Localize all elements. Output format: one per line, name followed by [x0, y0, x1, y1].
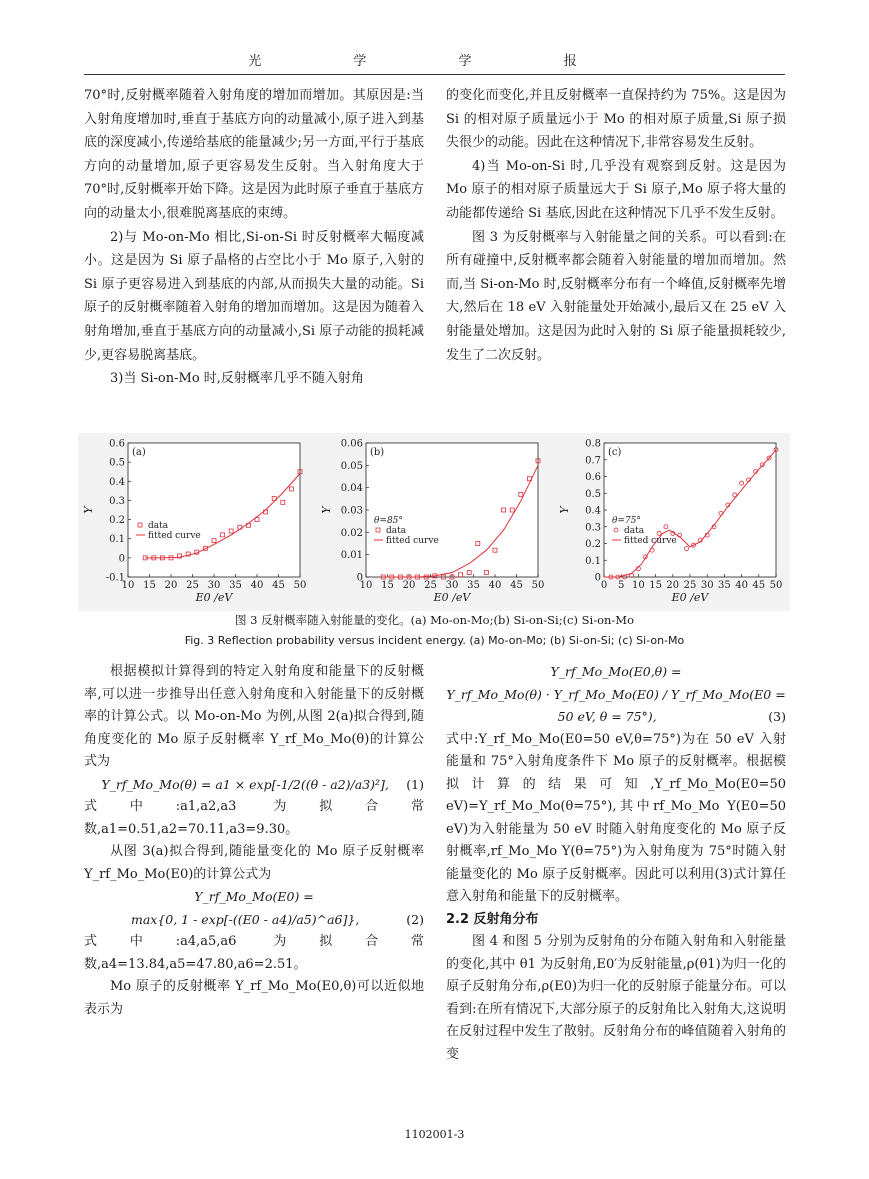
- equation-number: (1): [406, 776, 424, 792]
- x-tick-label: 15: [381, 580, 394, 591]
- journal-name: 光 学 学 报: [248, 54, 621, 69]
- y-tick-label: 0.03: [340, 505, 363, 517]
- legend-label: fitted curve: [386, 536, 439, 546]
- y-tick-label: 0.6: [109, 438, 125, 450]
- x-tick-label: 45: [510, 580, 523, 591]
- right-column-bottom: [446, 661, 786, 1066]
- y-tick-label: 0.7: [585, 455, 601, 467]
- x-tick-label: 20: [402, 580, 416, 591]
- equation-2a: Y_rf_Mo_Mo(E0) =: [194, 889, 314, 904]
- figure-3: [78, 433, 790, 611]
- page-number: 1102001-3: [404, 1128, 465, 1141]
- y-axis-label: Y: [320, 506, 333, 514]
- paragraph: 2)与 Mo-on-Mo 相比,Si-on-Si 时反射概率大幅度减小。这是因为 Si 原子晶格的占空比小于 Mo 原子,入射的 Si 原子更容易进入到基底的内部,从而损失大量的动能。Si 原子的反射概率随着入射角的增加而增加。这是因为随着入射角增加,垂直于基底方向的动量减小,Si 原子动能的损耗减少,更容易脱离基底。: [84, 229, 424, 363]
- section-heading: 2.2 反射角分布: [446, 911, 539, 927]
- paragraph: 图 3 为反射概率与入射能量之间的关系。可以看到:在所有碰撞中,反射概率都会随着入射能量的增加而增加。然而,当 Si-on-Mo 时,反射概率分布有一个峰值,反射概率先增大,然后在 18 eV 入射能量处开始减小,最后又在 25 eV 入射能量处增加。这是因为此时入射的 Si 原子能量损耗较少,发生了二次反射。: [446, 229, 786, 363]
- annotation: θ=75°: [612, 516, 641, 526]
- equation-3b: [446, 684, 786, 729]
- y-tick-label: 0.04: [340, 483, 363, 495]
- y-tick-label: 0.01: [340, 550, 363, 562]
- paragraph: Mo 原子的反射概率 Y_rf_Mo_Mo(E0,θ)可以近似地表示为: [84, 979, 424, 1017]
- equation-1: [84, 774, 424, 797]
- chart-panel-b: [316, 433, 552, 611]
- equation-number: (3): [768, 709, 786, 724]
- y-tick-label: 0.6: [585, 472, 601, 483]
- x-axis-label: E0 /eV: [195, 591, 233, 604]
- x-tick-label: 30: [700, 580, 714, 591]
- legend-label: data: [148, 521, 169, 531]
- x-tick-label: 40: [735, 580, 748, 591]
- y-tick-label: 0.02: [340, 527, 363, 539]
- x-tick-label: 15: [649, 580, 662, 591]
- x-tick-label: 30: [445, 580, 459, 591]
- x-tick-label: 15: [143, 580, 156, 591]
- panel-label: (a): [132, 447, 146, 458]
- paragraph: 的变化而变化,并且反射概率一直保持约为 75%。这是因为 Si 的相对原子质量远小于 Mo 的相对原子质量,Si 原子损失很少的动能。因此在这种情况下,非常容易发生反射。: [446, 88, 786, 151]
- right-column-top: [446, 84, 786, 367]
- y-tick-label: 0.1: [109, 534, 125, 546]
- paragraph: 70°时,反射概率随着入射角度的增加而增加。其原因是:当入射角度增加时,垂直于基底方向的动量减小,原子进入到基底的深度减小,传递给基底的能量减少;另一方面,平行于基底方向的动量增加,原子更容易发生反射。当入射角度大于 70°时,反射概率开始下降。这是因为此时原子垂直于基底方向的动量太小,很难脱离基底的束缚。: [84, 88, 424, 221]
- legend-label: fitted curve: [624, 536, 677, 546]
- y-tick-label: 0: [356, 572, 363, 584]
- chart-panel-a: [78, 433, 314, 611]
- x-tick-label: 20: [164, 580, 178, 591]
- equation-text: Y_rf_Mo_Mo(θ) = a1 × exp[-1/2((θ - a2)/a3)²],: [101, 776, 389, 792]
- x-tick-label: 25: [424, 580, 437, 591]
- equation-2b: [84, 909, 424, 932]
- x-tick-label: 10: [359, 580, 373, 591]
- x-tick-label: 35: [229, 580, 242, 591]
- x-tick-label: 0: [600, 580, 608, 591]
- annotation: θ=85°: [374, 516, 403, 526]
- x-tick-label: 40: [488, 580, 502, 591]
- x-axis-label: E0 /eV: [433, 591, 471, 604]
- equation-text: max{0, 1 - exp[-((E0 - a4)/a5)^a6]},: [130, 911, 360, 927]
- paragraph: 式中:a4,a5,a6 为拟合常数,a4=13.84,a5=47.80,a6=2.51。: [84, 934, 424, 972]
- y-tick-label: 0.4: [109, 476, 125, 488]
- y-tick-label: 0: [594, 572, 601, 584]
- x-tick-label: 50: [293, 580, 307, 591]
- x-tick-label: 25: [683, 580, 697, 591]
- y-tick-label: 0.5: [585, 488, 601, 500]
- x-tick-label: 10: [632, 580, 645, 591]
- x-axis-label: E0 /eV: [671, 591, 709, 604]
- panel-label: (c): [608, 447, 622, 458]
- y-tick-label: 0.5: [109, 457, 125, 469]
- y-tick-label: 0.3: [585, 522, 601, 534]
- left-column-top: [84, 84, 424, 391]
- x-tick-label: 35: [467, 580, 480, 591]
- paragraph: 根据模拟计算得到的特定入射角度和能量下的反射概率,可以进一步推导出任意入射角度和入射能量下的反射概率的计算公式。以 Mo-on-Mo 为例,从图 2(a)拟合得到,随角度变化的 Mo 原子反射概率 Y_rf_Mo_Mo(θ)的计算公式为: [84, 664, 424, 769]
- plot-frame: [128, 443, 300, 577]
- y-tick-label: 0.3: [109, 495, 125, 507]
- plot-frame: [366, 443, 538, 577]
- y-axis-label: Y: [558, 506, 571, 514]
- legend-label: fitted curve: [148, 531, 201, 541]
- y-tick-label: 0.1: [585, 555, 601, 567]
- left-column-bottom: [84, 661, 424, 1021]
- y-tick-label: -0.1: [105, 572, 125, 584]
- equation-number: (2): [406, 911, 424, 927]
- paragraph: 4)当 Mo-on-Si 时,几乎没有观察到反射。这是因为 Mo 原子的相对原子质量远大于 Si 原子,Mo 原子将大量的动能都传递给 Si 基底,因此在这种情况下几乎不发生反射。: [446, 158, 786, 221]
- equation-text: Y_rf_Mo_Mo(θ) · Y_rf_Mo_Mo(E0) / Y_rf_Mo_Mo(E0 = 50 eV, θ = 75°),: [446, 686, 786, 724]
- paragraph: 式中:Y_rf_Mo_Mo(E0=50 eV,θ=75°)为在 50 eV 入射能量和 75°入射角度条件下 Mo 原子的反射概率。根据模拟计算的结果可知,Y_rf_Mo_Mo(E0=50 eV)=Y_rf_Mo_Mo(θ=75°),其中rf_Mo_Mo Y(E0=50 eV)为入射能量为 50 eV 时随入射角度变化的 Mo 原子反射概率,rf_Mo_Mo Y(θ=75°)为入射角度为 75°时随入射能量变化的 Mo 原子反射概率。因此可以利用(3)式计算任意入射角和能量下的反射概率。: [446, 731, 786, 904]
- paragraph: 式中:a1,a2,a3 为拟合常数,a1=0.51,a2=70.11,a3=9.30。: [84, 799, 424, 837]
- figure-caption-en: Fig. 3 Reflection probability versus incident energy. (a) Mo-on-Mo; (b) Si-on-Si; (c) Si-on-Mo: [184, 634, 685, 647]
- x-tick-label: 40: [250, 580, 264, 591]
- x-tick-label: 10: [121, 580, 135, 591]
- legend-label: data: [624, 526, 645, 536]
- y-tick-label: 0.06: [340, 438, 363, 450]
- y-tick-label: 0: [118, 553, 125, 565]
- x-tick-label: 50: [531, 580, 545, 591]
- journal-header: [84, 50, 785, 75]
- y-axis-label: Y: [82, 506, 95, 514]
- x-tick-label: 20: [666, 580, 680, 591]
- paragraph: 图 4 和图 5 分别为反射角的分布随入射角和入射能量的变化,其中 θ1 为反射角,E0′为反射能量,ρ(θ1)为归一化的原子反射角分布,ρ(E0)为归一化的反射原子能量分布。可以看到:在所有情况下,大部分原子的反射角比入射角大,这说明在反射过程中发生了散射。反射角分布的峰值随着入射角的变: [446, 934, 786, 1062]
- y-tick-label: 0.05: [340, 460, 363, 472]
- figure-caption-zh: 图 3 反射概率随入射能量的变化。(a) Mo-on-Mo;(b) Si-on-Si;(c) Si-on-Mo: [235, 613, 634, 627]
- x-tick-label: 25: [186, 580, 199, 591]
- paragraph: 从图 3(a)拟合得到,随能量变化的 Mo 原子反射概率 Y_rf_Mo_Mo(E0)的计算公式为: [84, 844, 424, 882]
- y-tick-label: 0.2: [585, 539, 601, 550]
- y-tick-label: 0.4: [585, 505, 601, 517]
- paragraph: 3)当 Si-on-Mo 时,反射概率几乎不随入射角: [110, 371, 364, 387]
- legend-label: data: [386, 526, 407, 536]
- x-tick-label: 5: [618, 580, 625, 591]
- y-tick-label: 0.2: [109, 515, 125, 527]
- x-tick-label: 45: [272, 580, 285, 591]
- chart-panel-c: [554, 433, 790, 611]
- equation-3a: Y_rf_Mo_Mo(E0,θ) =: [550, 664, 682, 679]
- plot-frame: [604, 443, 776, 577]
- y-tick-label: 0.8: [585, 438, 601, 450]
- x-tick-label: 30: [207, 580, 221, 591]
- panel-label: (b): [370, 447, 385, 458]
- x-tick-label: 50: [769, 580, 783, 591]
- x-tick-label: 35: [718, 580, 731, 591]
- x-tick-label: 45: [752, 580, 766, 591]
